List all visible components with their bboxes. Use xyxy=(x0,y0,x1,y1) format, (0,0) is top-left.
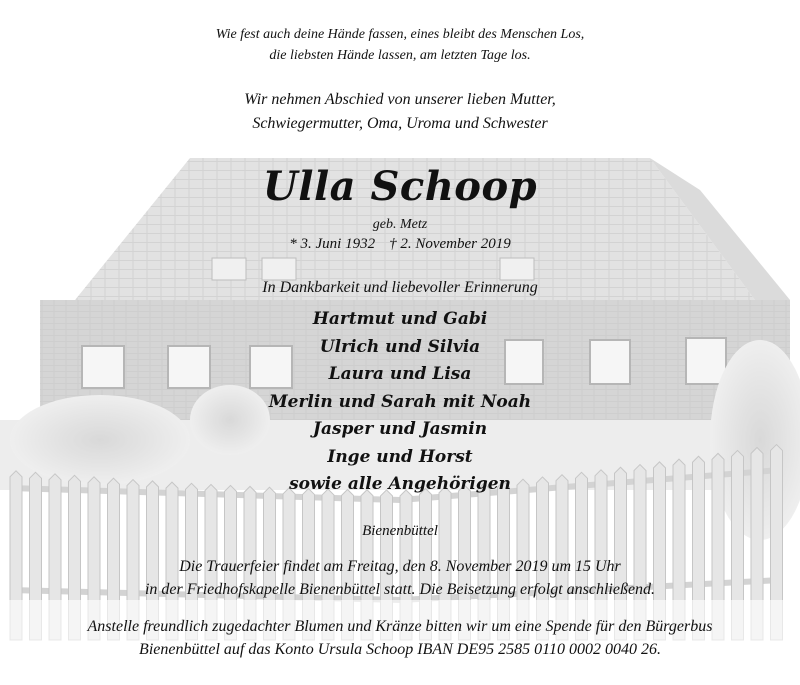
family-member: Hartmut und Gabi xyxy=(312,309,488,329)
intro xyxy=(0,88,800,136)
service-line-2: in der Friedhofskapelle Bienenbüttel statt. Die Beisetzung erfolgt anschließend. xyxy=(144,581,656,598)
family-member: Ulrich und Silvia xyxy=(319,336,481,357)
intro-line-1: Wir nehmen Abschied von unserer lieben Mutter, xyxy=(244,91,556,108)
intro-line-2: Schwiegermutter, Oma, Uroma und Schwester xyxy=(252,115,548,132)
service-line-1: Die Trauerfeier findet am Freitag, den 8. November 2019 um 15 Uhr xyxy=(179,558,621,575)
poem-line-1: Wie fest auch deine Hände fassen, eines bleibt des Menschen Los, xyxy=(215,27,585,42)
maiden-name: geb. Metz xyxy=(372,217,428,232)
family-member: Jasper und Jasmin xyxy=(312,419,488,439)
death-date: † 2. November 2019 xyxy=(389,236,511,252)
service-info xyxy=(0,555,800,601)
family-member: sowie alle Angehörigen xyxy=(289,474,511,494)
donation-line-1: Anstelle freundlich zugedachter Blumen und Kränze bitten wir um eine Spende für den Bürgerbus xyxy=(87,618,713,635)
life-dates xyxy=(0,234,800,254)
poem-line-2: die liebsten Hände lassen, am letzten Tage los. xyxy=(269,48,531,63)
memory-line: In Dankbarkeit und liebevoller Erinnerung xyxy=(262,279,538,296)
birth-date: * 3. Juni 1932 xyxy=(289,236,376,252)
family-member: Inge und Horst xyxy=(327,446,473,467)
place: Bienenbüttel xyxy=(362,523,438,539)
family-member: Laura und Lisa xyxy=(328,364,472,384)
family-member: Merlin und Sarah mit Noah xyxy=(268,391,532,412)
family-list xyxy=(0,306,800,499)
donation-info xyxy=(0,615,800,661)
deceased-name: Ulla Schoop xyxy=(262,163,538,210)
poem xyxy=(0,24,800,66)
donation-line-2: Bienenbüttel auf das Konto Ursula Schoop IBAN DE95 2585 0110 0002 0040 26. xyxy=(139,641,661,658)
